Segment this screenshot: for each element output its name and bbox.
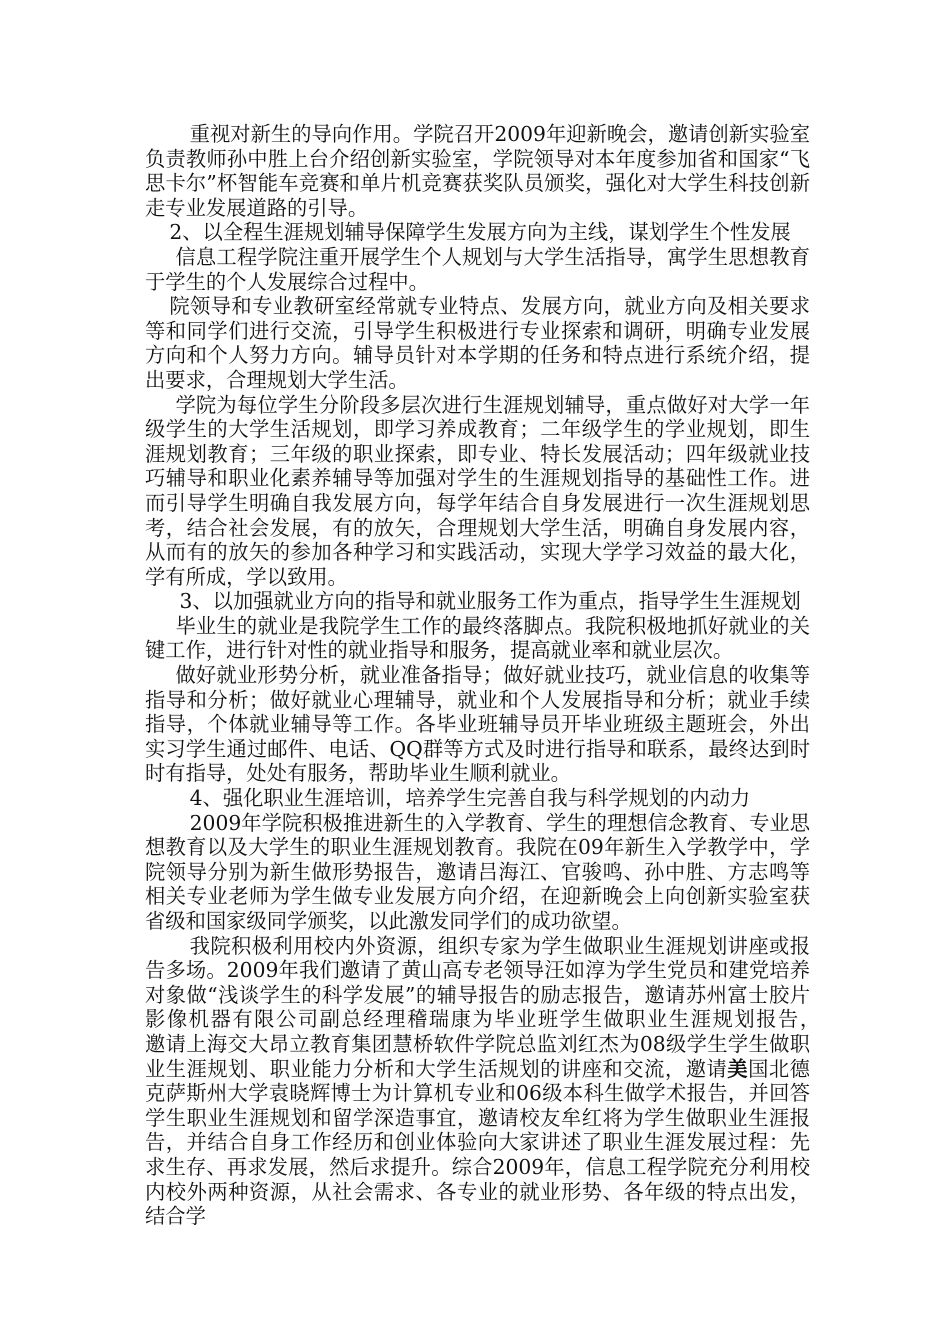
- para-resources-lectures-part2: 国北德克萨斯州大学袁晓辉博士为计算机专业和06级本科生做学术报告，并回答学生职业生涯规划和留学深造事宜，邀请校友牟红将为学生做职业生涯报告，并结合自身工作经历和创业体验向大家讲述了职业生涯发展过程：先求生存、再求发展，然后求提升。综合2009年，信息工程学院充分利用校内校外两种资源，从社会需求、各专业的就业形势、各年级的特点出发，结合学: [145, 1056, 810, 1229]
- para-personal-planning: 信息工程学院注重开展学生个人规划与大学生活指导，寓学生思想教育于学生的个人发展综合过程中。: [145, 244, 810, 294]
- bold-character: 美: [727, 1056, 749, 1081]
- para-2009-education: 2009年学院积极推进新生的入学教育、学生的理想信念教育、专业思想教育以及大学生的职业生涯规划教育。我院在09年新生入学教学中，学院领导分别为新生做形势报告，邀请吕海江、官骏鸣、孙中胜、方志鸣等相关专业老师为学生做专业发展方向介绍，在迎新晚会上向创新实验室获省级和国家级同学颁奖，以此激发同学们的成功欲望。: [145, 810, 810, 933]
- para-intro-orientation: 重视对新生的导向作用。学院召开2009年迎新晚会，邀请创新实验室负责教师孙中胜上台介绍创新实验室，学院领导对本年度参加省和国家“飞思卡尔”杯智能车竞赛和单片机竞赛获奖队员颁奖，强化对大学生科技创新走专业发展道路的引导。: [145, 122, 810, 220]
- para-resources-lectures: [145, 933, 851, 1229]
- heading-section-2: 2、以全程生涯规划辅导保障学生发展方向为主线，谋划学生个性发展: [169, 220, 791, 245]
- para-employment-analysis: 做好就业形势分析，就业准备指导；做好就业技巧，就业信息的收集等指导和分析；做好就业心理辅导，就业和个人发展指导和分析；就业手续指导，个体就业辅导等工作。各毕业班辅导员开毕业班级主题班会，外出实习学生通过邮件、电话、QQ群等方式及时进行指导和联系，最终达到时时有指导，处处有服务，帮助毕业生顺利就业。: [145, 663, 810, 786]
- para-staged-guidance: 学院为每位学生分阶段多层次进行生涯规划辅导，重点做好对大学一年级学生的大学生活规划，即学习养成教育；二年级学生的学业规划，即生涯规划教育；三年级的职业探索，即专业、特长发展活动；四年级就业技巧辅导和职业化素养辅导等加强对学生的生涯规划指导的基础性工作。进而引导学生明确自我发展方向，每学年结合自身发展进行一次生涯规划思考，结合社会发展，有的放矢，合理规划大学生活，明确自身发展内容，从而有的放矢的参加各种学习和实践活动，实现大学学习效益的最大化，学有所成，学以致用。: [145, 392, 810, 589]
- document-page: [145, 122, 851, 1229]
- para-leaders-exchange: 院领导和专业教研室经常就专业特点、发展方向，就业方向及相关要求等和同学们进行交流，引导学生积极进行专业探索和调研，明确专业发展方向和个人努力方向。辅导员针对本学期的任务和特点进行系统介绍，提出要求，合理规划大学生活。: [145, 294, 810, 392]
- para-graduate-employment: 毕业生的就业是我院学生工作的最终落脚点。我院积极地抓好就业的关键工作，进行针对性的就业指导和服务，提高就业率和就业层次。: [145, 613, 810, 663]
- para-resources-lectures-part1: 我院积极利用校内外资源，组织专家为学生做职业生涯规划讲座或报告多场。2009年我们邀请了黄山高专老领导汪如淳为学生党员和建党培养对象做“浅谈学生的科学发展”的辅导报告的励志报告，邀请苏州富士胶片影像机器有限公司副总经理稽瑞康为毕业班学生做职业生涯规划报告， 邀请上海交大昂立教育集团慧桥软件学院总监刘红杰为08级学生学生做职业生涯规划、职业能力分析和大学生活规划的讲座和交流，邀请: [145, 933, 851, 1081]
- heading-section-4: 4、强化职业生涯培训，培养学生完善自我与科学规划的内动力: [189, 786, 751, 811]
- heading-section-3: 3、以加强就业方向的指导和就业服务工作为重点，指导学生生涯规划: [179, 589, 801, 614]
